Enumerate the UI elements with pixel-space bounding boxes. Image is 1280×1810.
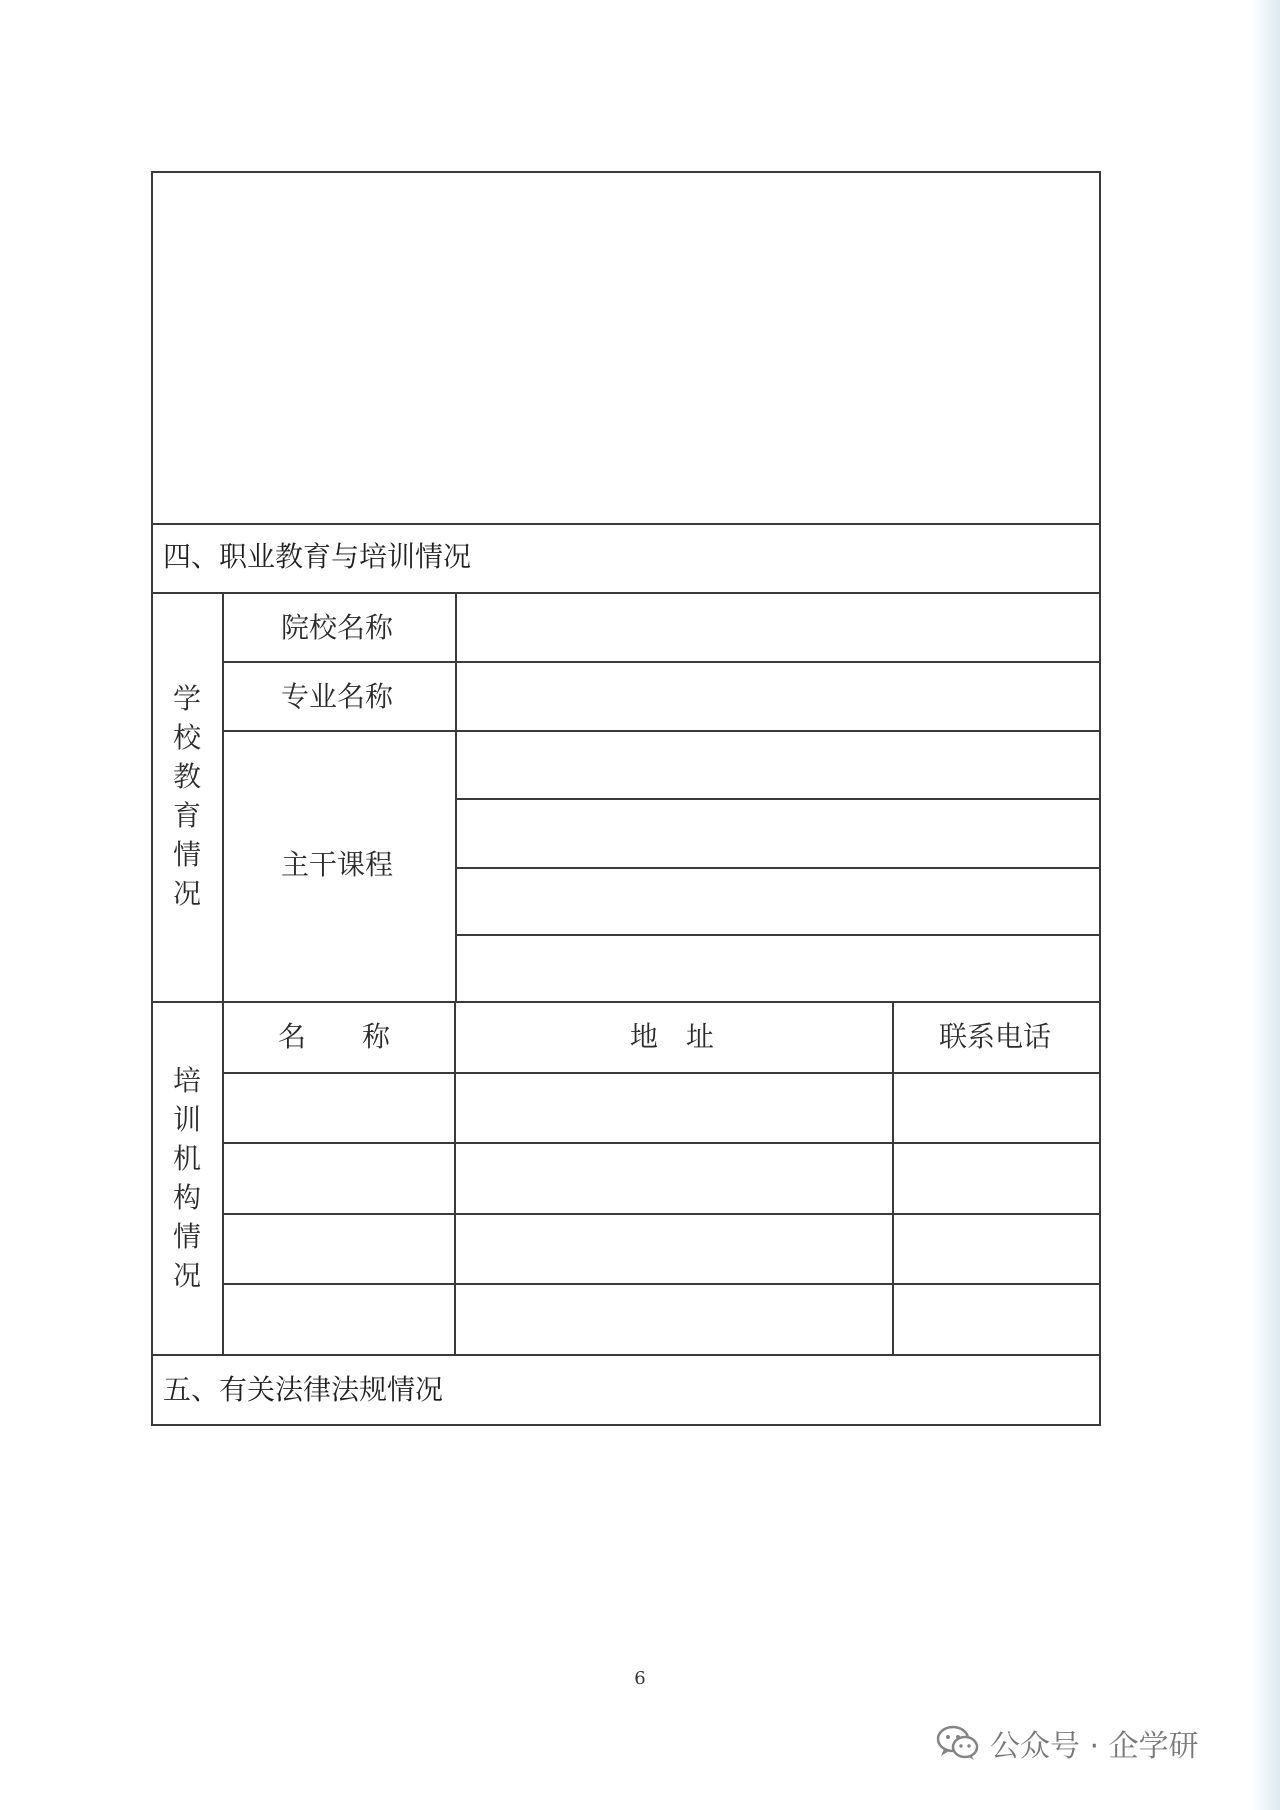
section-five-title: 五、有关法律法规情况	[163, 1373, 444, 1406]
school-group-label-char: 学	[172, 682, 201, 715]
border-bottom	[151, 1424, 1101, 1426]
rule-section-four-bottom	[151, 592, 1101, 594]
rule-training-row-2	[222, 1213, 1101, 1215]
training-address-header: 地 址	[630, 1020, 715, 1053]
section-four-title: 四、职业教育与培训情况	[163, 540, 472, 573]
school-group-label-char: 校	[172, 721, 201, 754]
school-group-label-char: 情	[172, 838, 201, 871]
rule-course-3	[455, 934, 1101, 936]
border-top	[151, 171, 1101, 173]
training-group-label-char: 况	[172, 1259, 201, 1292]
rule-course-1	[455, 798, 1101, 800]
school-group-label-char: 教	[172, 760, 201, 793]
rule-training-top	[151, 1001, 1101, 1003]
rule-section-four-top	[151, 523, 1101, 525]
rule-training-header	[222, 1072, 1101, 1074]
wechat-icon	[936, 1724, 980, 1762]
rule-course-2	[455, 867, 1101, 869]
training-phone-header: 联系电话	[939, 1020, 1052, 1053]
school-group-label-char: 况	[172, 877, 201, 910]
training-group-label-char: 机	[172, 1142, 201, 1175]
rule-training-row-3	[222, 1283, 1101, 1285]
rule-school-name	[222, 661, 1101, 663]
school-group-label-char: 育	[172, 799, 201, 832]
border-left	[151, 171, 153, 1426]
training-group-label-char: 构	[172, 1181, 201, 1214]
school-name-label: 院校名称	[281, 611, 394, 644]
training-name-header: 名 称	[278, 1020, 391, 1053]
training-institution-group-label	[167, 1061, 207, 1295]
watermark-text: 公众号 · 企学研	[990, 1729, 1199, 1764]
school-label-divider	[455, 592, 457, 1002]
courses-label: 主干课程	[281, 848, 394, 881]
scan-edge	[1252, 0, 1280, 1810]
training-group-label-char: 培	[172, 1064, 201, 1097]
rule-major	[222, 730, 1101, 732]
form-table	[151, 171, 1101, 1426]
major-label: 专业名称	[281, 680, 394, 713]
training-group-label-char: 情	[172, 1220, 201, 1253]
school-education-group-label	[167, 679, 207, 913]
training-col-divider-1	[454, 1001, 456, 1355]
training-col-divider-2	[892, 1001, 894, 1355]
training-group-label-char: 训	[172, 1103, 201, 1136]
watermark	[936, 1722, 1199, 1764]
page-number: 6	[634, 1668, 646, 1689]
group-label-divider	[222, 592, 224, 1355]
rule-training-row-1	[222, 1142, 1101, 1144]
rule-section-five-top	[151, 1354, 1101, 1356]
